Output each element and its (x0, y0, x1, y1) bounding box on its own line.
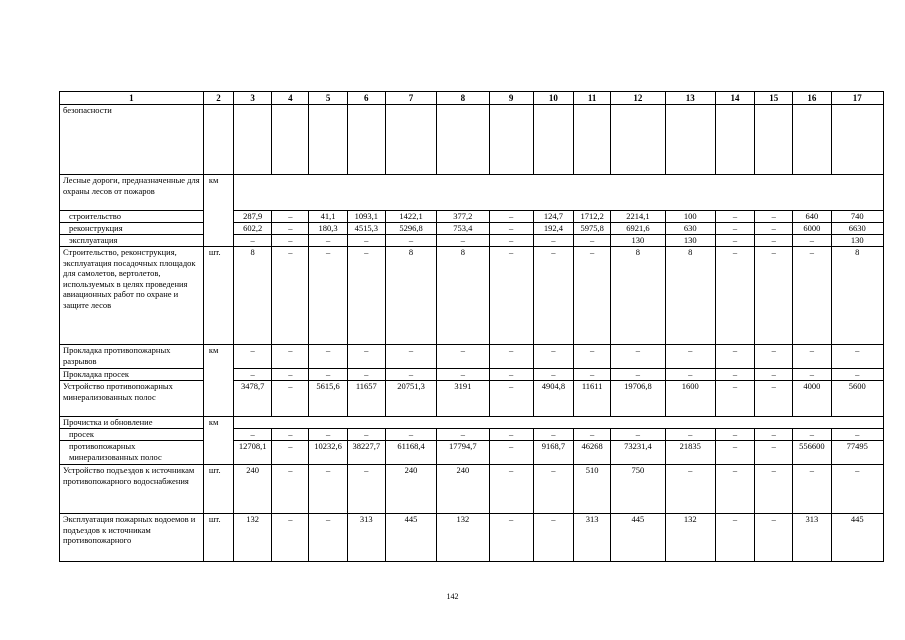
value-cell: – (309, 345, 347, 369)
value-cell: – (611, 429, 665, 441)
table-row (60, 345, 884, 369)
row-label: просек (60, 429, 204, 441)
value-cell: – (793, 369, 831, 381)
value-cell: – (272, 235, 309, 247)
value-cell: 180,3 (309, 223, 347, 235)
value-cell: 240 (234, 465, 272, 514)
value-cell: 753,4 (437, 223, 489, 235)
column-header-16: 16 (793, 92, 831, 105)
value-cell: – (574, 345, 611, 369)
value-cell: 192,4 (533, 223, 573, 235)
value-cell: 445 (831, 514, 883, 562)
column-header-5: 5 (309, 92, 347, 105)
value-cell: – (665, 429, 715, 441)
value-cell: – (489, 369, 533, 381)
value-cell: – (489, 514, 533, 562)
value-cell: 8 (665, 247, 715, 345)
value-cell: – (437, 429, 489, 441)
unit-cell (203, 223, 233, 235)
value-cell: 1422,1 (385, 211, 436, 223)
value-cell: 313 (574, 514, 611, 562)
value-cell: – (437, 235, 489, 247)
value-cell: – (347, 465, 385, 514)
value-cell: – (309, 429, 347, 441)
table-row (60, 369, 884, 381)
value-cell: – (272, 465, 309, 514)
value-cell: 3191 (437, 381, 489, 417)
value-cell: – (489, 247, 533, 345)
value-cell: 10232,6 (309, 441, 347, 465)
value-cell: – (715, 514, 754, 562)
value-cell: – (755, 223, 793, 235)
row-label: Строительство, реконструкция, эксплуатация посадочных площадок для самолетов, вертолетов, используемых в целях проведения авиационных работ по охране и защите лесов (60, 247, 204, 345)
table-row (60, 417, 884, 429)
value-cell: – (533, 345, 573, 369)
value-cell: 100 (665, 211, 715, 223)
table-row (60, 465, 884, 514)
value-cell: 510 (574, 465, 611, 514)
value-cell: – (385, 235, 436, 247)
value-cell: – (234, 429, 272, 441)
value-cell: – (234, 235, 272, 247)
merged-cell (234, 175, 884, 211)
value-cell: – (489, 381, 533, 417)
value-cell: – (715, 369, 754, 381)
row-label: эксплуатация (60, 235, 204, 247)
value-cell: – (533, 235, 573, 247)
value-cell: 11657 (347, 381, 385, 417)
value-cell: – (793, 465, 831, 514)
column-header-6: 6 (347, 92, 385, 105)
value-cell: 1093,1 (347, 211, 385, 223)
unit-cell: шт. (203, 247, 233, 345)
column-header-7: 7 (385, 92, 436, 105)
value-cell: – (309, 369, 347, 381)
unit-cell (203, 381, 233, 417)
value-cell: 8 (611, 247, 665, 345)
value-cell: – (755, 429, 793, 441)
value-cell: – (715, 211, 754, 223)
column-header-12: 12 (611, 92, 665, 105)
value-cell: – (715, 247, 754, 345)
table-row (60, 175, 884, 211)
value-cell: – (755, 381, 793, 417)
value-cell: – (347, 369, 385, 381)
unit-cell: шт. (203, 465, 233, 514)
value-cell: 750 (611, 465, 665, 514)
value-cell: – (715, 235, 754, 247)
value-cell: – (793, 429, 831, 441)
value-cell: 6000 (793, 223, 831, 235)
merged-cell (234, 417, 884, 429)
value-cell: 740 (831, 211, 883, 223)
value-cell: 602,2 (234, 223, 272, 235)
value-cell: 132 (665, 514, 715, 562)
value-cell: 5615,6 (309, 381, 347, 417)
value-cell: – (831, 429, 883, 441)
value-cell: – (272, 223, 309, 235)
unit-cell (203, 105, 233, 175)
value-cell: – (793, 345, 831, 369)
value-cell: – (234, 345, 272, 369)
table-row (60, 211, 884, 223)
value-cell: 556600 (793, 441, 831, 465)
value-cell: – (574, 369, 611, 381)
value-cell: – (755, 369, 793, 381)
column-header-2: 2 (203, 92, 233, 105)
value-cell: – (755, 345, 793, 369)
value-cell: 5600 (831, 381, 883, 417)
table-header-row (60, 92, 884, 105)
value-cell: – (272, 381, 309, 417)
table-row (60, 441, 884, 465)
value-cell: – (234, 369, 272, 381)
value-cell: – (755, 247, 793, 345)
column-header-17: 17 (831, 92, 883, 105)
value-cell: – (665, 345, 715, 369)
unit-cell (203, 441, 233, 465)
value-cell: – (489, 223, 533, 235)
value-cell: 11611 (574, 381, 611, 417)
data-table (59, 91, 884, 562)
value-cell: 132 (437, 514, 489, 562)
value-cell: – (665, 369, 715, 381)
value-cell: 21835 (665, 441, 715, 465)
value-cell: – (715, 381, 754, 417)
value-cell: – (755, 235, 793, 247)
value-cell: 6921,6 (611, 223, 665, 235)
value-cell: 8 (831, 247, 883, 345)
value-cell: – (489, 235, 533, 247)
table-row (60, 235, 884, 247)
value-cell: – (715, 465, 754, 514)
value-cell: 2214,1 (611, 211, 665, 223)
value-cell: 377,2 (437, 211, 489, 223)
value-cell: 61168,4 (385, 441, 436, 465)
unit-cell (203, 369, 233, 381)
value-cell: – (533, 247, 573, 345)
value-cell: 3478,7 (234, 381, 272, 417)
value-cell: – (272, 247, 309, 345)
value-cell: – (272, 441, 309, 465)
unit-cell (203, 211, 233, 223)
value-cell: – (309, 465, 347, 514)
value-cell: – (755, 514, 793, 562)
value-cell: – (385, 345, 436, 369)
value-cell: 630 (665, 223, 715, 235)
value-cell: 313 (793, 514, 831, 562)
value-cell: – (533, 429, 573, 441)
row-label: Устройство противопожарных минерализованных полос (60, 381, 204, 417)
value-cell: 20751,3 (385, 381, 436, 417)
row-label: Прокладка просек (60, 369, 204, 381)
value-cell: 6630 (831, 223, 883, 235)
value-cell: 130 (611, 235, 665, 247)
value-cell: 313 (347, 514, 385, 562)
value-cell: 4904,8 (533, 381, 573, 417)
unit-cell (203, 429, 233, 441)
value-cell: – (309, 235, 347, 247)
value-cell: – (611, 345, 665, 369)
table-row (60, 223, 884, 235)
table-row (60, 247, 884, 345)
value-cell: 445 (611, 514, 665, 562)
row-label: противопожарных минерализованных полос (60, 441, 204, 465)
column-header-13: 13 (665, 92, 715, 105)
unit-cell (203, 235, 233, 247)
unit-cell: шт. (203, 514, 233, 562)
unit-cell: км (203, 417, 233, 429)
unit-cell: км (203, 175, 233, 211)
value-cell: – (437, 345, 489, 369)
row-label: Эксплуатация пожарных водоемов и подъездов к источникам противопожарного (60, 514, 204, 562)
value-cell: – (574, 429, 611, 441)
value-cell: 41,1 (309, 211, 347, 223)
value-cell: – (715, 345, 754, 369)
value-cell: – (385, 429, 436, 441)
value-cell: – (665, 465, 715, 514)
column-header-8: 8 (437, 92, 489, 105)
row-label: Устройство подъездов к источникам противопожарного водоснабжения (60, 465, 204, 514)
value-cell: – (347, 345, 385, 369)
value-cell: 8 (385, 247, 436, 345)
value-cell: 8 (234, 247, 272, 345)
value-cell: 132 (234, 514, 272, 562)
column-header-9: 9 (489, 92, 533, 105)
value-cell: 8 (437, 247, 489, 345)
value-cell: – (574, 235, 611, 247)
value-cell: – (272, 211, 309, 223)
page-number: 142 (446, 592, 459, 601)
value-cell: 4515,3 (347, 223, 385, 235)
value-cell: – (489, 211, 533, 223)
value-cell: – (831, 345, 883, 369)
row-label: Прокладка противопожарных разрывов (60, 345, 204, 369)
value-cell: – (272, 345, 309, 369)
value-cell: – (385, 369, 436, 381)
value-cell: – (611, 369, 665, 381)
column-header-10: 10 (533, 92, 573, 105)
value-cell: – (533, 369, 573, 381)
value-cell: – (715, 429, 754, 441)
value-cell: – (489, 429, 533, 441)
column-header-15: 15 (755, 92, 793, 105)
row-label: реконструкция (60, 223, 204, 235)
value-cell: – (489, 465, 533, 514)
value-cell: 9168,7 (533, 441, 573, 465)
value-cell: – (755, 441, 793, 465)
value-cell: – (309, 247, 347, 345)
value-cell: 1600 (665, 381, 715, 417)
unit-cell: км (203, 345, 233, 369)
value-cell: – (272, 369, 309, 381)
value-cell: – (755, 211, 793, 223)
value-cell: 77495 (831, 441, 883, 465)
column-header-11: 11 (574, 92, 611, 105)
value-cell: – (489, 441, 533, 465)
value-cell: – (715, 223, 754, 235)
row-label: безопасности (60, 105, 204, 175)
value-cell: 445 (385, 514, 436, 562)
column-header-3: 3 (234, 92, 272, 105)
column-header-1: 1 (60, 92, 204, 105)
value-cell: – (533, 514, 573, 562)
column-header-14: 14 (715, 92, 754, 105)
value-cell: 240 (385, 465, 436, 514)
value-cell: 46268 (574, 441, 611, 465)
value-cell: 130 (831, 235, 883, 247)
column-header-4: 4 (272, 92, 309, 105)
value-cell: 640 (793, 211, 831, 223)
value-cell: 73231,4 (611, 441, 665, 465)
row-label: Прочистка и обновление (60, 417, 204, 429)
value-cell: – (272, 429, 309, 441)
value-cell: 5975,8 (574, 223, 611, 235)
row-label: строительство (60, 211, 204, 223)
value-cell: – (347, 235, 385, 247)
value-cell: – (793, 247, 831, 345)
value-cell: 17794,7 (437, 441, 489, 465)
value-cell: – (574, 247, 611, 345)
value-cell: – (347, 247, 385, 345)
value-cell: – (309, 514, 347, 562)
value-cell: 19706,8 (611, 381, 665, 417)
value-cell: 38227,7 (347, 441, 385, 465)
value-cell: – (715, 441, 754, 465)
value-cell: 12708,1 (234, 441, 272, 465)
table-row (60, 514, 884, 562)
value-cell: – (831, 465, 883, 514)
value-cell: 1712,2 (574, 211, 611, 223)
value-cell: – (831, 369, 883, 381)
value-cell: 130 (665, 235, 715, 247)
value-cell: – (272, 514, 309, 562)
table-row (60, 105, 884, 175)
value-cell: 240 (437, 465, 489, 514)
value-cell: 124,7 (533, 211, 573, 223)
value-cell: – (533, 465, 573, 514)
row-label: Лесные дороги, предназначенные для охраны лесов от пожаров (60, 175, 204, 211)
value-cell: – (489, 345, 533, 369)
value-cell: 4000 (793, 381, 831, 417)
value-cell: – (793, 235, 831, 247)
value-cell: 287,9 (234, 211, 272, 223)
value-cell: – (755, 465, 793, 514)
value-cell: – (347, 429, 385, 441)
value-cell: 5296,8 (385, 223, 436, 235)
table-row (60, 429, 884, 441)
table-row (60, 381, 884, 417)
value-cell: – (437, 369, 489, 381)
